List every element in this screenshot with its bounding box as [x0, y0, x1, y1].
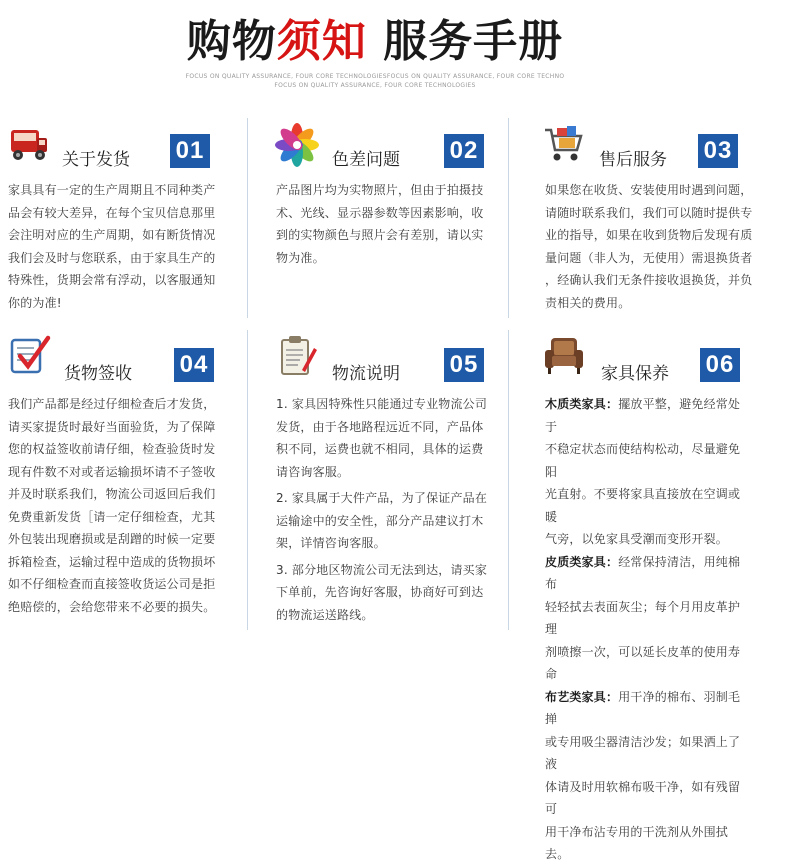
- panel-after-sales: [543, 124, 788, 334]
- text-line: 拆箱检查，运输过程中造成的货物损坏: [8, 554, 216, 569]
- text-line: 到的实物颜色与照片会有差别，请以实: [276, 228, 484, 242]
- panel-title: 售后服务: [599, 150, 667, 170]
- text-line: 物为准。: [276, 250, 325, 265]
- panel-text: [276, 393, 516, 626]
- color-wheel-icon: [276, 124, 318, 166]
- care-text: 擺放平整，避免经常处于: [545, 397, 741, 434]
- panel-text: [545, 393, 750, 866]
- text-line: ，经确认我们无条件接收退换货，并负: [545, 273, 753, 287]
- text-line: [545, 686, 750, 731]
- panel-text: [8, 179, 248, 314]
- page-title: [0, 14, 750, 70]
- text-line: 品会有较大差异，在每个宝贝信息那里: [8, 205, 216, 220]
- text-line: 家具具有一定的生产周期且不同种类产: [8, 183, 216, 197]
- panel-number: 02: [444, 134, 484, 168]
- care-keyword: 布艺类家具：: [545, 689, 619, 704]
- text-line: 气旁，以免家具受潮而变形开裂。: [545, 532, 729, 546]
- text-line: 发货，由于各地路程远近不同，产品体: [276, 419, 484, 434]
- text-line: [545, 393, 750, 438]
- panel-logistics: [276, 334, 521, 634]
- panel-shipping: [8, 124, 253, 334]
- text-line: 3. 部分地区物流公司无法到达，请买家: [276, 562, 488, 577]
- text-line: 如不仔细检查而直接签收货运公司是拒: [8, 577, 216, 591]
- panel-receipt: [8, 334, 253, 634]
- title-part2: 服务手册: [366, 16, 564, 67]
- care-keyword: 木质类家具：: [545, 397, 619, 411]
- text-line: 免费重新发货［请一定仔细检查，尤其: [8, 509, 216, 524]
- panel-number: 05: [444, 348, 484, 382]
- text-line: 量问题（非人为，无使用）需退换货者: [545, 250, 753, 265]
- text-line: 1. 家具因特殊性只能通过专业物流公司: [276, 397, 488, 411]
- clipboard-pen-icon: [276, 334, 318, 376]
- text-line: 现有件数不对或者运输损坏请不子签收: [8, 464, 216, 479]
- text-line: 产品图片均为实物照片，但由于拍摄技: [276, 183, 484, 197]
- panel-title: 关于发货: [62, 150, 130, 170]
- text-line: 不稳定状态而使结构松动，尽量避免阳: [545, 442, 741, 479]
- shopping-cart-icon: [543, 124, 585, 166]
- text-line: 外包装出现磨损或是刮蹭的时候一定要: [8, 532, 216, 546]
- subtitle-line-1: FOCUS ON QUALITY ASSURANCE, FOUR CORE TECHNOLOGIESFOCUS ON QUALITY ASSURANCE, FOUR CORE TECHNO: [185, 73, 565, 80]
- title-highlight: 须知: [276, 16, 367, 67]
- panel-number: 03: [698, 134, 738, 168]
- text-line: 你的为准!: [8, 295, 62, 310]
- text-line: 光直射。不要将家具直接放在空调或暖: [545, 487, 741, 524]
- panel-number: 04: [174, 348, 214, 382]
- panel-title: 物流说明: [332, 364, 400, 384]
- panel-number: 06: [700, 348, 740, 382]
- page-header: [0, 0, 750, 100]
- panel-text: [545, 179, 785, 314]
- text-line: 如果您在收货、安装使用时遇到问题，: [545, 183, 753, 197]
- armchair-icon: [543, 334, 585, 376]
- text-line: 术、光线、显示器参数等因素影响，收: [276, 205, 484, 220]
- text-line: 特殊性，货期会常有浮动，以客服通知: [8, 273, 216, 287]
- subtitle-line-2: FOCUS ON QUALITY ASSURANCE, FOUR CORE TECHNOLOGIES: [274, 82, 476, 89]
- text-line: 请买家提货时最好当面验货，为了保障: [8, 419, 216, 434]
- panel-title: 货物签收: [64, 364, 132, 384]
- text-line: 的物流运送路线。: [276, 607, 374, 622]
- text-line: 我们产品都是经过仔细检查后才发货，: [8, 397, 216, 411]
- panel-text: [276, 179, 516, 269]
- text-line: 或专用吸尘器清洁沙发；如果洒上了液: [545, 734, 741, 771]
- text-line: 绝赔偿的，会给您带来不必要的损失。: [8, 599, 216, 614]
- text-line: 请咨询客服。: [276, 464, 350, 479]
- panel-color-difference: [276, 124, 521, 334]
- text-line: 责相关的费用。: [545, 295, 631, 310]
- text-line: 轻轻拭去表面灰尘；每个月用皮革护理: [545, 599, 741, 636]
- text-line: 您的权益签收前请仔细，检查验货时发: [8, 442, 216, 456]
- text-line: 架，详情咨询客服。: [276, 536, 386, 550]
- panel-text: [8, 393, 248, 618]
- panel-maintenance: [543, 334, 788, 861]
- text-line: 下单前，先咨询好客服，协商好可到达: [276, 585, 484, 599]
- text-line: 业的指导，如果在收到货物后发现有质: [545, 228, 753, 242]
- checklist-icon: [8, 334, 50, 376]
- text-line: 会注明对应的生产周期，如有断货情况: [8, 228, 216, 242]
- text-line: 并及时联系我们，物流公司返回后我们: [8, 487, 216, 501]
- text-line: 我们会及时与您联系，由于家具生产的: [8, 250, 216, 265]
- text-line: 运输途中的安全性，部分产品建议打木: [276, 513, 484, 528]
- panel-title: 色差问题: [332, 150, 400, 170]
- care-keyword: 皮质类家具：: [545, 554, 619, 569]
- care-text: 用干净的棉布、羽制毛掸: [545, 689, 741, 726]
- care-text: 经常保持清洁，用纯棉布: [545, 554, 741, 591]
- text-line: 请随时联系我们，我们可以随时提供专: [545, 205, 753, 220]
- truck-icon: [8, 124, 50, 166]
- text-line: 体请及时用软棉布吸干净，如有残留可: [545, 779, 741, 816]
- text-line: 剂喷擦一次，可以延长皮革的使用寿命: [545, 644, 741, 681]
- title-part1: 购物: [186, 16, 277, 67]
- panel-number: 01: [170, 134, 210, 168]
- panel-title: 家具保养: [601, 364, 669, 384]
- text-line: 积不同，运费也就不相同，具体的运费: [276, 442, 484, 456]
- text-line: [545, 551, 750, 596]
- text-line: 2. 家具属于大件产品，为了保证产品在: [276, 491, 488, 505]
- text-line: 用干净布沾专用的干洗剂从外围拭去。: [545, 824, 729, 861]
